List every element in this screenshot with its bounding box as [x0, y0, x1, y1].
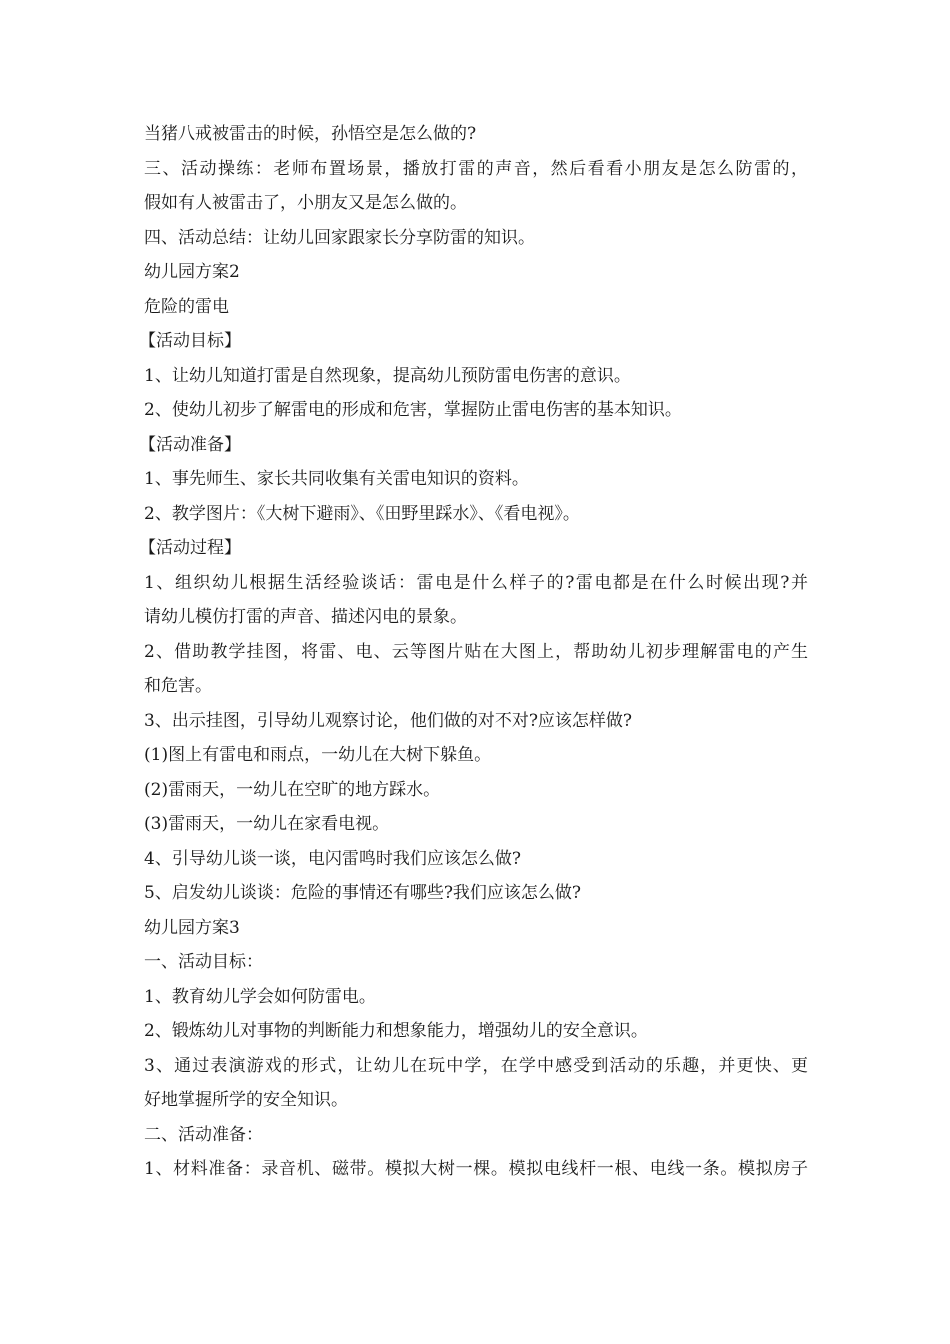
text-line-11: 1、事先师生、家长共同收集有关雷电知识的资料。 — [144, 469, 529, 489]
section-heading-plan-3: 幼儿园方案3 — [144, 917, 240, 938]
text-line-29: 好地掌握所学的安全知识。 — [144, 1090, 348, 1110]
heading-activity-goals-3: 一、活动目标： — [144, 952, 263, 972]
heading-activity-preparation-3: 二、活动准备： — [144, 1124, 263, 1145]
text-line-12: 2、教学图片：《大树下避雨》、《田野里踩水》、《看电视》。 — [144, 503, 580, 524]
text-line-31: 1、材料准备：录音机、磁带。模拟大树一棵。模拟电线杆一根、电线一条。模拟房子 — [144, 1159, 808, 1179]
heading-activity-goals: 【活动目标】 — [139, 331, 241, 351]
text-line-3: 假如有人被雷击了，小朋友又是怎么做的。 — [144, 193, 467, 213]
text-line-4: 四、活动总结：让幼儿回家跟家长分享防雷的知识。 — [144, 227, 535, 248]
text-line-23: 5、启发幼儿谈谈：危险的事情还有哪些?我们应该怎么做? — [144, 883, 582, 903]
plan-2-title: 危险的雷电 — [144, 296, 229, 317]
document-page — [139, 117, 808, 1187]
text-line-18: 3、出示挂图，引导幼儿观察讨论，他们做的对不对?应该怎样做? — [144, 710, 633, 731]
text-line-9: 2、使幼儿初步了解雷电的形成和危害，掌握防止雷电伤害的基本知识。 — [144, 400, 682, 420]
text-line-16: 2、借助教学挂图，将雷、电、云等图片贴在大图上，帮助幼儿初步理解雷电的产生 — [144, 641, 808, 662]
heading-activity-preparation: 【活动准备】 — [139, 434, 241, 455]
text-line-19: (1)图上有雷电和雨点，一幼儿在大树下躲鱼。 — [144, 745, 492, 765]
text-line-8: 1、让幼儿知道打雷是自然现象，提高幼儿预防雷电伤害的意识。 — [144, 365, 631, 386]
text-line-26: 1、教育幼儿学会如何防雷电。 — [144, 986, 376, 1007]
text-line-20: (2)雷雨天，一幼儿在空旷的地方踩水。 — [144, 779, 441, 800]
text-line-21: (3)雷雨天，一幼儿在家看电视。 — [144, 814, 390, 834]
text-line-14: 1、组织幼儿根据生活经验谈话：雷电是什么样子的?雷电都是在什么时候出现?并 — [144, 572, 808, 593]
text-line-22: 4、引导幼儿谈一谈，电闪雷鸣时我们应该怎么做? — [144, 848, 521, 869]
text-line-15: 请幼儿模仿打雷的声音、描述闪电的景象。 — [144, 607, 467, 627]
section-heading-plan-2: 幼儿园方案2 — [144, 262, 240, 282]
text-line-28: 3、通过表演游戏的形式，让幼儿在玩中学，在学中感受到活动的乐趣，并更快、更 — [144, 1055, 808, 1076]
text-line-2: 三、活动操练：老师布置场景，播放打雷的声音，然后看看小朋友是怎么防雷的， — [144, 158, 808, 179]
text-line-27: 2、锻炼幼儿对事物的判断能力和想象能力，增强幼儿的安全意识。 — [144, 1021, 648, 1041]
heading-activity-process: 【活动过程】 — [139, 538, 241, 558]
text-line-1: 当猪八戒被雷击的时候，孙悟空是怎么做的? — [144, 124, 477, 144]
text-line-17: 和危害。 — [144, 676, 212, 696]
